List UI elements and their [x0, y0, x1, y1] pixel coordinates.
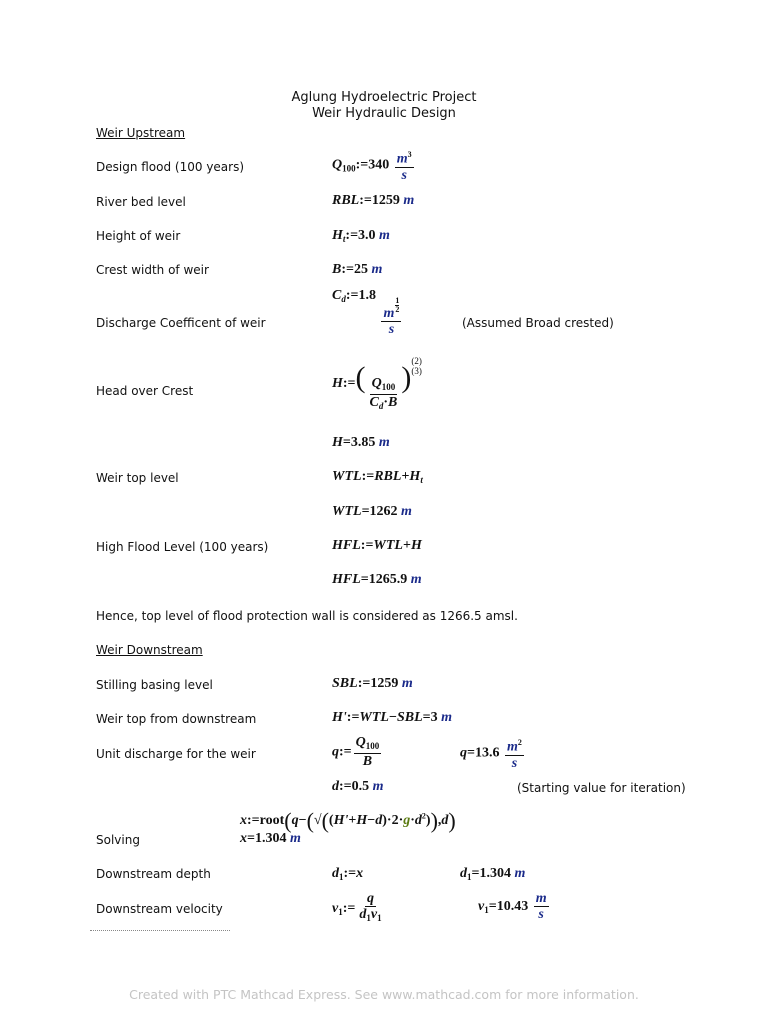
- eq-d1-result: $d_1=1.304$ m: [460, 866, 526, 882]
- label-ds-velocity: Downstream velocity: [96, 902, 223, 916]
- section-weir-downstream: Weir Downstream: [96, 643, 203, 657]
- eq-hfl-formula: HFL:=WTL+H: [332, 538, 422, 553]
- eq-rbl: RBL:=1259 m: [332, 193, 415, 208]
- eq-root: $x:=root(q-(√((H'+H-d)\cdot 2\cdot g\cdot d^2)),d)$: [240, 808, 456, 833]
- eq-wtl-formula: $WTL:=RBL+H_t$: [332, 469, 423, 485]
- eq-d: d:=0.5 m: [332, 779, 384, 794]
- note-flood-wall: Hence, top level of flood protection wall is considered as 1266.5 amsl.: [96, 609, 518, 623]
- value-q100: 340: [368, 157, 390, 173]
- eq-x-result: x=1.304 m: [240, 831, 301, 846]
- eq-wtl-result: WTL=1262 m: [332, 504, 412, 519]
- value-v1: 10.43: [496, 899, 529, 915]
- label-unit-discharge: Unit discharge for the weir: [96, 747, 256, 761]
- label-solving: Solving: [96, 833, 140, 847]
- value-sbl: 1259: [370, 676, 399, 691]
- label-hfl: High Flood Level (100 years): [96, 540, 269, 554]
- eq-h-result: H=3.85 m: [332, 435, 390, 450]
- eq-q-result: q=13.6 $\frac{m^2}{s}$: [460, 738, 522, 771]
- doc-title: Aglung Hydroelectric Project: [291, 90, 477, 105]
- eq-b: B:=25 m: [332, 262, 383, 277]
- value-rbl: 1259: [371, 193, 400, 208]
- label-ds-depth: Downstream depth: [96, 867, 211, 881]
- eq-v1-result: $v_1=10.43$ $\frac{m}{s}$: [478, 892, 547, 922]
- cutoff-text-fragment: [90, 930, 230, 936]
- eq-sbl: SBL:=1259 m: [332, 676, 413, 691]
- note-broad-crested: (Assumed Broad crested): [462, 316, 614, 330]
- eq-h-formula: H:=( $\frac{Q_{100}}{C_d\cdot B}$ )(2) (3): [332, 356, 422, 411]
- eq-v1-formula: $v_1:=$ $\frac{q}{d_1v_1}$: [332, 892, 382, 923]
- value-b: 25: [353, 262, 368, 277]
- label-river-bed: River bed level: [96, 195, 186, 209]
- value-q: 13.6: [474, 745, 500, 761]
- footer-mathcad: Created with PTC Mathcad Express. See www.mathcad.com for more information.: [129, 987, 639, 1002]
- value-wtl: 1262: [369, 504, 398, 519]
- value-d: 0.5: [351, 779, 370, 794]
- label-height-weir: Height of weir: [96, 229, 181, 243]
- doc-subtitle: Weir Hydraulic Design: [312, 106, 456, 121]
- label-weir-top-ds: Weir top from downstream: [96, 712, 257, 726]
- eq-cd: $C_d:=1.8$ m $\frac{1}{2}$ s: [332, 288, 400, 337]
- eq-d1-formula: $d_1:=x$: [332, 866, 364, 882]
- eq-hfl-result: HFL=1265.9 m: [332, 572, 422, 587]
- eq-hprime: H':=WTL−SBL=3 m: [332, 710, 453, 725]
- label-design-flood: Design flood (100 years): [96, 160, 245, 174]
- eq-q100: $Q_{100}:=340$ $\frac{m^3}{s}$: [332, 150, 412, 183]
- section-weir-upstream: Weir Upstream: [96, 126, 186, 140]
- value-x: 1.304: [254, 831, 287, 846]
- label-head-crest: Head over Crest: [96, 384, 194, 398]
- cutoff-next-line: [80, 924, 600, 936]
- value-d1: 1.304: [479, 866, 511, 881]
- label-crest-width: Crest width of weir: [96, 263, 209, 277]
- eq-q-formula: q:= $\frac{Q_{100}}{B}$: [332, 735, 380, 769]
- value-hprime: 3: [430, 710, 438, 725]
- value-h: 3.85: [350, 435, 376, 450]
- value-ht: 3.0: [358, 228, 376, 243]
- label-discharge-coeff: Discharge Coefficent of weir: [96, 316, 266, 330]
- note-iteration: (Starting value for iteration): [517, 781, 686, 795]
- value-cd: 1.8: [358, 288, 376, 303]
- value-hfl: 1265.9: [368, 572, 408, 587]
- label-weir-top: Weir top level: [96, 471, 179, 485]
- label-stilling: Stilling basing level: [96, 678, 213, 692]
- eq-ht: $H_t:=3.0$ m: [332, 228, 390, 244]
